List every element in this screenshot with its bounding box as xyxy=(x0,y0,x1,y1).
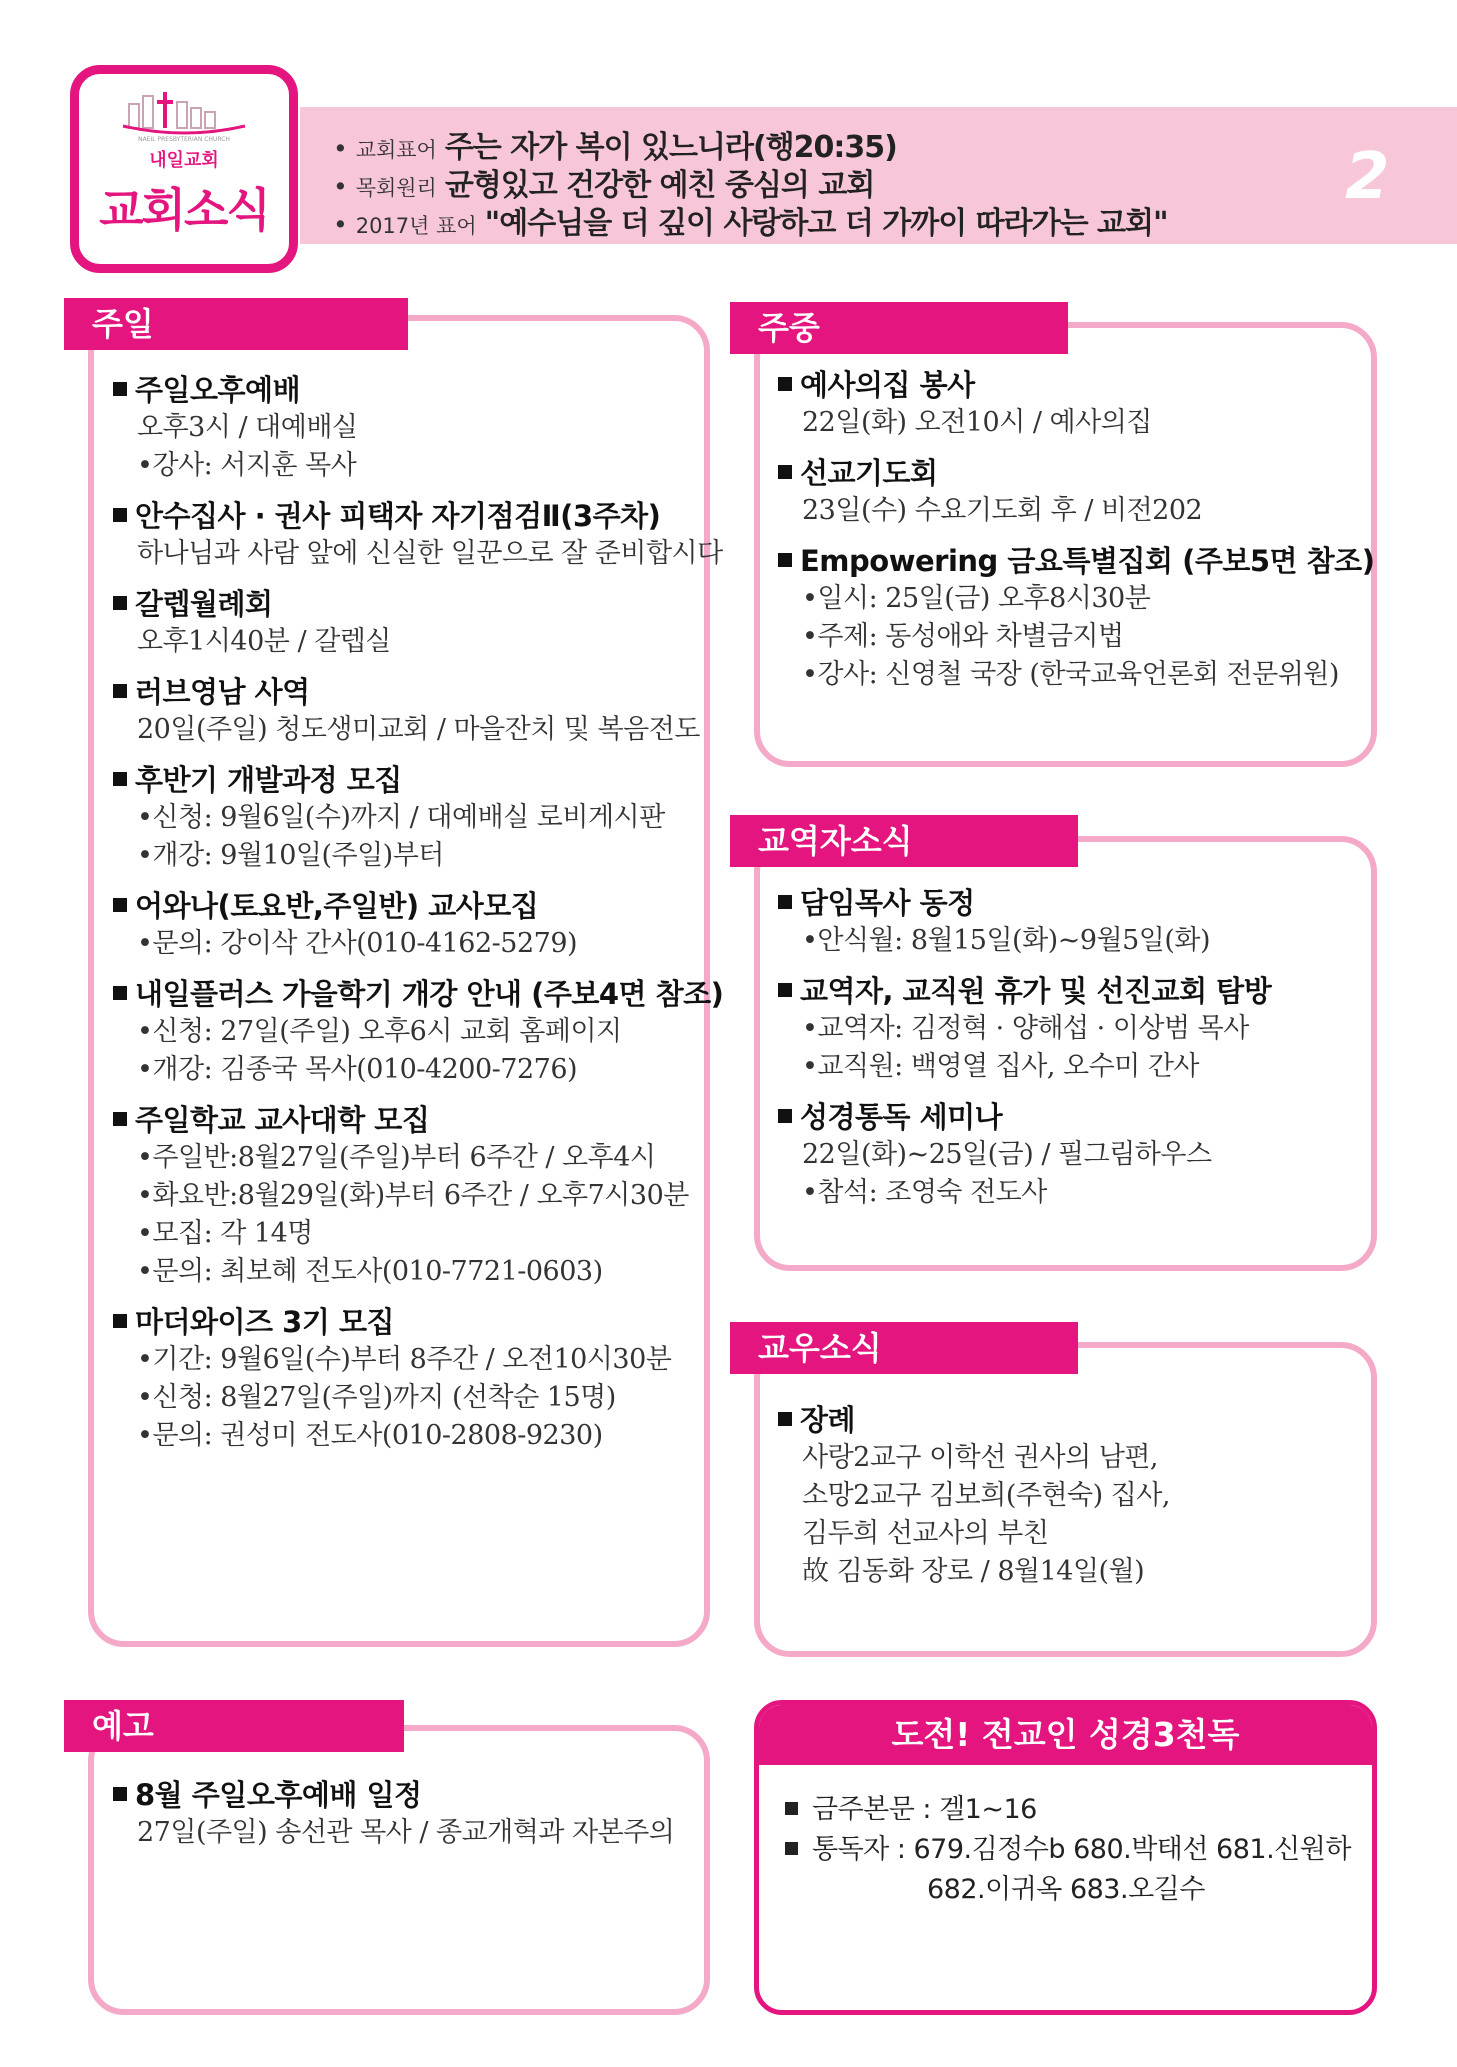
motto-text: 주는 자가 복이 있느니라(행20:35) xyxy=(444,130,897,165)
item-line: 오후1시40분 / 갈렙실 xyxy=(137,626,391,657)
logo-name: 내일교회 xyxy=(149,150,219,171)
item-line: •강사: 신영철 국장 (한국교육언론회 전문위원) xyxy=(802,659,1339,690)
item-line: •주제: 동성애와 차별금지법 xyxy=(802,621,1124,652)
item-line: •모집: 각 14명 xyxy=(137,1218,313,1249)
item-line: •교역자: 김정혁 · 양해섭 · 이상범 목사 xyxy=(802,1013,1249,1044)
item-line: •문의: 권성미 전도사(010-2808-9230) xyxy=(137,1420,603,1451)
sunday-content xyxy=(113,365,723,1455)
item-title: 8월 주일오후예배 일정 xyxy=(113,1776,674,1814)
item-line: •개강: 김종국 목사(010-4200-7276) xyxy=(137,1054,578,1085)
item-line: 사랑2교구 이학선 권사의 남편, xyxy=(802,1442,1158,1473)
item-title: 예사의집 봉사 xyxy=(778,366,1374,404)
ministers-tab: 교역자소식 xyxy=(730,815,1078,867)
item-line: 22일(화)~25일(금) / 필그림하우스 xyxy=(802,1139,1212,1170)
motto-label: 2017년 표어 xyxy=(355,214,477,238)
item-line: 22일(화) 오전10시 / 예사의집 xyxy=(802,407,1152,438)
item-line: •참석: 조영숙 전도사 xyxy=(802,1177,1047,1208)
item-line: •주일반:8월27일(주일)부터 6주간 / 오후4시 xyxy=(137,1142,656,1173)
sunday-tab: 주일 xyxy=(64,298,408,350)
item-line: •일시: 25일(금) 오후8시30분 xyxy=(802,583,1151,614)
motto-3: • 2017년 표어 "예수님을 더 깊이 사랑하고 더 가까이 따라가는 교회" xyxy=(333,206,1168,241)
item-line: •신청: 9월6일(수)까지 / 대예배실 로비게시판 xyxy=(137,802,665,833)
motto-text: "예수님을 더 깊이 사랑하고 더 가까이 따라가는 교회" xyxy=(484,206,1168,241)
item-line: 故 김동화 장로 / 8월14일(월) xyxy=(802,1556,1145,1587)
item-title: 성경통독 세미나 xyxy=(778,1098,1271,1136)
item-line: •화요반:8월29일(화)부터 6주간 / 오후7시30분 xyxy=(137,1180,689,1211)
motto-1: • 교회표어 주는 자가 복이 있느니라(행20:35) xyxy=(333,130,897,165)
item-title: 내일플러스 가을학기 개강 안내 (주보4면 참조) xyxy=(113,975,723,1013)
item-line: •교직원: 백영열 집사, 오수미 간사 xyxy=(802,1051,1200,1082)
item-title: 주일학교 교사대학 모집 xyxy=(113,1101,723,1139)
item-line: 27일(주일) 송선관 목사 / 종교개혁과 자본주의 xyxy=(137,1817,675,1848)
church-logo-box xyxy=(70,65,298,273)
bible-challenge-box xyxy=(754,1700,1377,2015)
item-line: 김두희 선교사의 부친 xyxy=(802,1518,1049,1549)
item-title: 주일오후예배 xyxy=(113,371,723,409)
item-line: 오후3시 / 대예배실 xyxy=(137,412,358,443)
weekday-tab: 주중 xyxy=(730,302,1068,354)
item-line: •강사: 서지훈 목사 xyxy=(137,450,357,481)
item-title: 마더와이즈 3기 모집 xyxy=(113,1303,723,1341)
members-content xyxy=(778,1395,1170,1591)
item-line: 20일(주일) 청도생미교회 / 마을잔치 및 복음전도 xyxy=(137,714,700,745)
item-title: 어와나(토요반,주일반) 교사모집 xyxy=(113,887,723,925)
item-line: 23일(수) 수요기도회 후 / 비전202 xyxy=(802,495,1203,526)
notice-box xyxy=(88,1725,710,2015)
item-title: 러브영남 사역 xyxy=(113,673,723,711)
item-title: 안수집사 · 권사 피택자 자기점검Ⅱ(3주차) xyxy=(113,497,723,535)
members-tab: 교우소식 xyxy=(730,1322,1078,1374)
scripture-line: 금주본문 : 겔1~16 xyxy=(785,1787,1037,1826)
motto-2: • 목회원리 균형있고 건강한 예친 중심의 교회 xyxy=(333,168,875,203)
item-title: Empowering 금요특별집회 (주보5면 참조) xyxy=(778,542,1374,580)
item-line: •기간: 9월6일(수)부터 8주간 / 오전10시30분 xyxy=(137,1344,672,1375)
readers-line: 통독자 : 679.김정수b 680.박태선 681.신원하 xyxy=(785,1827,1351,1866)
item-title: 갈렙월례회 xyxy=(113,585,723,623)
page-number: 2 xyxy=(1345,140,1390,214)
item-line: •문의: 최보혜 전도사(010-7721-0603) xyxy=(137,1256,603,1287)
weekday-content xyxy=(778,360,1374,694)
item-line: •문의: 강이삭 간사(010-4162-5279) xyxy=(137,928,578,959)
motto-label: 목회원리 xyxy=(355,176,437,200)
item-title: 교역자, 교직원 휴가 및 선진교회 탐방 xyxy=(778,972,1271,1010)
ministers-content xyxy=(778,878,1271,1212)
item-line: •신청: 27일(주일) 오후6시 교회 홈페이지 xyxy=(137,1016,622,1047)
item-line: •개강: 9월10일(주일)부터 xyxy=(137,840,444,871)
item-line: 하나님과 사람 앞에 신실한 일꾼으로 잘 준비합시다 xyxy=(137,538,723,569)
readers-line-cont: 682.이귀옥 683.오길수 xyxy=(927,1874,1205,1905)
item-line: •신청: 8월27일(주일)까지 (선착순 15명) xyxy=(137,1382,616,1413)
item-line: 소망2교구 김보희(주현숙) 집사, xyxy=(802,1480,1170,1511)
motto-text: 균형있고 건강한 예친 중심의 교회 xyxy=(444,168,875,203)
item-title: 장례 xyxy=(778,1401,1170,1439)
page-title: 교회소식 xyxy=(99,183,269,237)
item-title: 후반기 개발과정 모집 xyxy=(113,761,723,799)
notice-tab: 예고 xyxy=(64,1700,404,1752)
bible-challenge-title: 도전! 전교인 성경3천독 xyxy=(759,1705,1372,1765)
motto-label: 교회표어 xyxy=(355,138,437,162)
church-skyline-icon xyxy=(119,82,249,140)
logo-subtext: NAEIL PRESBYTERIAN CHURCH xyxy=(138,136,230,143)
item-line: •안식월: 8월15일(화)~9월5일(화) xyxy=(802,925,1210,956)
item-title: 담임목사 동정 xyxy=(778,884,1271,922)
notice-content xyxy=(113,1770,674,1852)
item-title: 선교기도회 xyxy=(778,454,1374,492)
